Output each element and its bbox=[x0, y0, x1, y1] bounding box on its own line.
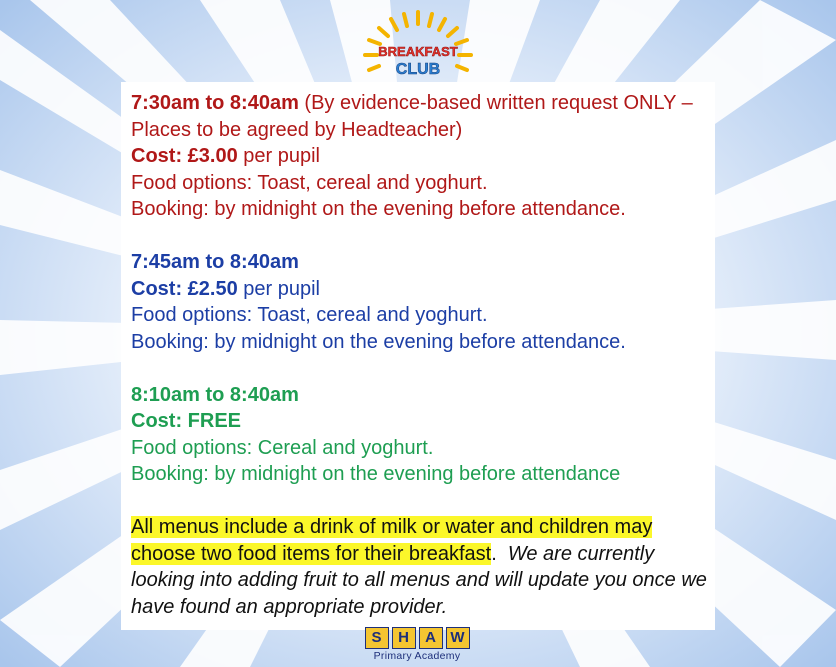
session-2-time-line bbox=[131, 249, 711, 276]
breakfast-club-logo bbox=[359, 8, 477, 80]
italic-note: We are currently looking into adding fruit to all menus and will update you once we have found an appropriate provider. bbox=[131, 542, 707, 618]
shaw-letter-s: S bbox=[365, 627, 389, 649]
footer-note bbox=[131, 514, 711, 620]
session-3-food: Food options: Cereal and yoghurt. bbox=[131, 436, 434, 459]
shaw-letter-a: A bbox=[419, 627, 443, 649]
session-1-cost: Cost: £3.00 bbox=[131, 145, 238, 167]
shaw-letters bbox=[363, 627, 471, 649]
card-content bbox=[131, 90, 711, 620]
session-2-booking: Booking: by midnight on the evening before attendance. bbox=[131, 330, 626, 353]
session-1-note: (By evidence-based written request ONLY – Places to be agreed by Headteacher) bbox=[131, 92, 693, 141]
session-3-time-line bbox=[131, 382, 711, 409]
session-2-cost-line bbox=[131, 276, 711, 303]
session-1-food: Food options: Toast, cereal and yoghurt. bbox=[131, 171, 488, 194]
session-3-time: 8:10am to 8:40am bbox=[131, 383, 299, 406]
session-1-cost-suffix: per pupil bbox=[237, 145, 320, 167]
session-2-cost-suffix: per pupil bbox=[237, 277, 320, 300]
shaw-letter-w: W bbox=[446, 627, 470, 649]
shaw-academy-logo bbox=[363, 627, 471, 667]
session-3-cost: Cost: FREE bbox=[131, 410, 241, 432]
info-card bbox=[121, 82, 715, 630]
session-2-time: 7:45am to 8:40am bbox=[131, 251, 299, 273]
note-separator: . bbox=[491, 542, 508, 565]
session-1-time: 7:30am to 8:40am bbox=[131, 92, 299, 114]
session-3-booking: Booking: by midnight on the evening before attendance bbox=[131, 463, 621, 485]
shaw-subtitle: Primary Academy bbox=[373, 650, 461, 662]
shaw-letter-h: H bbox=[392, 627, 416, 649]
session-2-cost: Cost: £2.50 bbox=[131, 277, 238, 300]
session-3-cost-line bbox=[131, 408, 711, 435]
logo-line2: CLUB bbox=[395, 61, 441, 78]
session-2-food: Food options: Toast, cereal and yoghurt. bbox=[131, 304, 488, 326]
session-1-cost-line bbox=[131, 143, 711, 170]
highlighted-note: All menus include a drink of milk or water and children may choose two food items for their breakfast bbox=[131, 516, 653, 565]
logo-line1: BREAKFAST bbox=[378, 44, 458, 59]
session-1-booking: Booking: by midnight on the evening before attendance. bbox=[131, 198, 626, 220]
session-1 bbox=[131, 90, 711, 143]
